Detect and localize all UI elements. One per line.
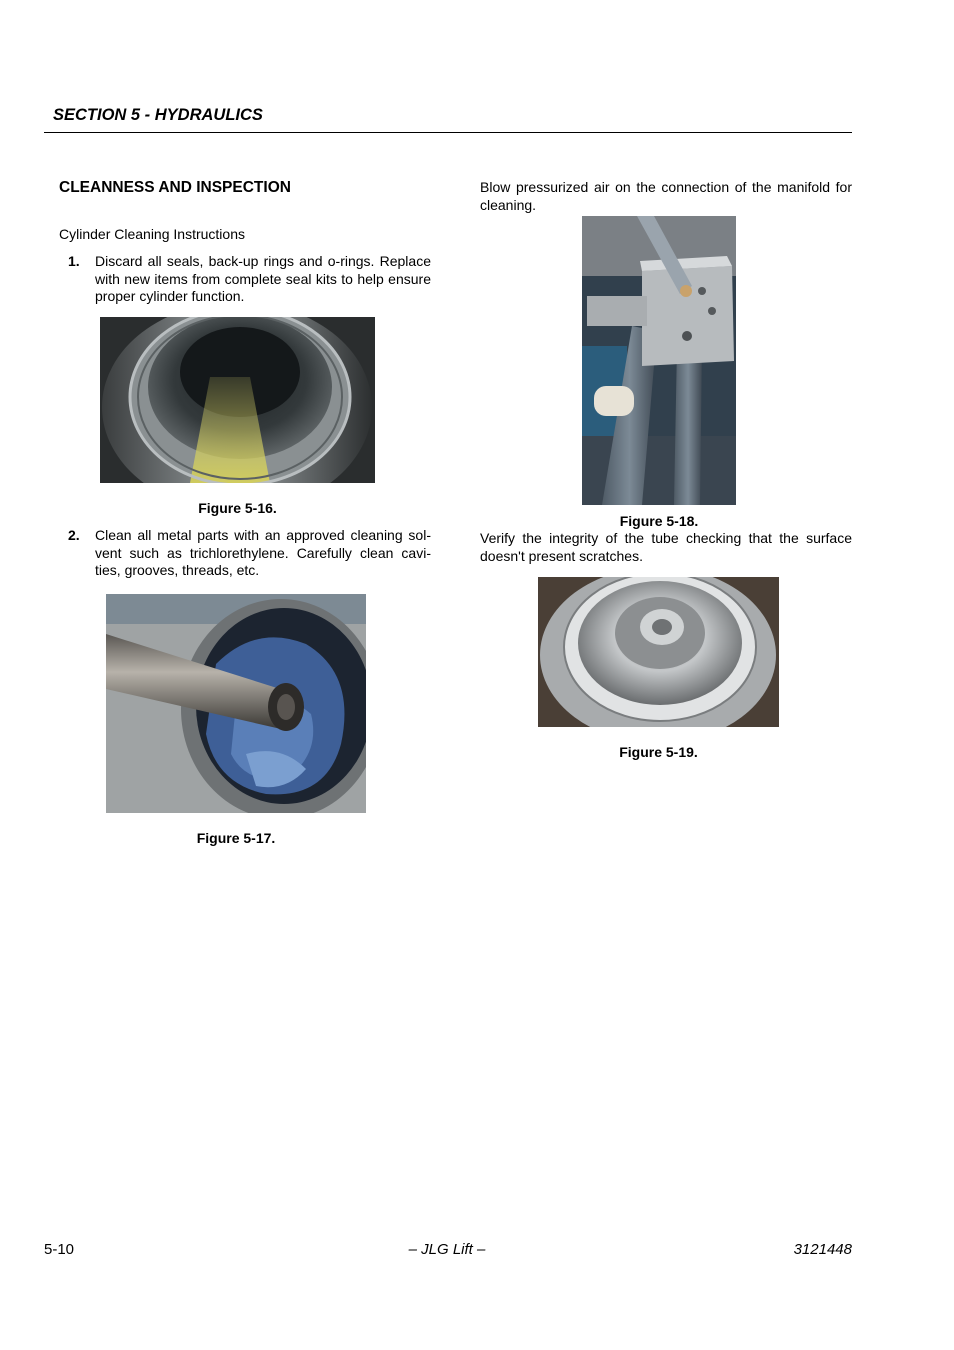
figure-5-17-photo (106, 594, 366, 813)
right-paragraph-1: Blow pressurized air on the connection of the manifold for cleaning. (480, 179, 852, 213)
step-number-1: 1. (68, 253, 80, 269)
footer-center-text: – JLG Lift – (408, 1241, 486, 1258)
section-heading: CLEANNESS AND INSPECTION (59, 179, 291, 196)
figure-5-18-photo (582, 216, 736, 505)
right-paragraph-2: Verify the integrity of the tube checking that the surface doesn't present scratches. (480, 530, 852, 564)
header-rule (44, 132, 852, 133)
figure-5-18-caption: Figure 5-18. (619, 513, 699, 529)
footer-doc-number: 3121448 (793, 1241, 852, 1258)
figure-5-16-photo (100, 317, 375, 483)
figure-5-19-caption: Figure 5-19. (619, 744, 698, 760)
figure-5-17-caption: Figure 5-17. (196, 830, 276, 846)
figure-5-19-photo (538, 577, 779, 727)
step-number-2: 2. (68, 527, 80, 543)
step-text-1: Discard all seals, back-up rings and o-rings. Replace with new items from complete seal kits to help ensure proper cylinder function. (95, 253, 431, 305)
intro-text: Cylinder Cleaning Instructions (59, 226, 245, 242)
step-text-2: Clean all metal parts with an approved cleaning sol-vent such as trichlorethylene. Carefully clean cavi-ties, grooves, threads, etc. (95, 527, 431, 579)
section-header: SECTION 5 - HYDRAULICS (53, 106, 263, 124)
footer-page-number: 5-10 (44, 1241, 75, 1258)
figure-5-16-caption: Figure 5-16. (198, 500, 277, 516)
